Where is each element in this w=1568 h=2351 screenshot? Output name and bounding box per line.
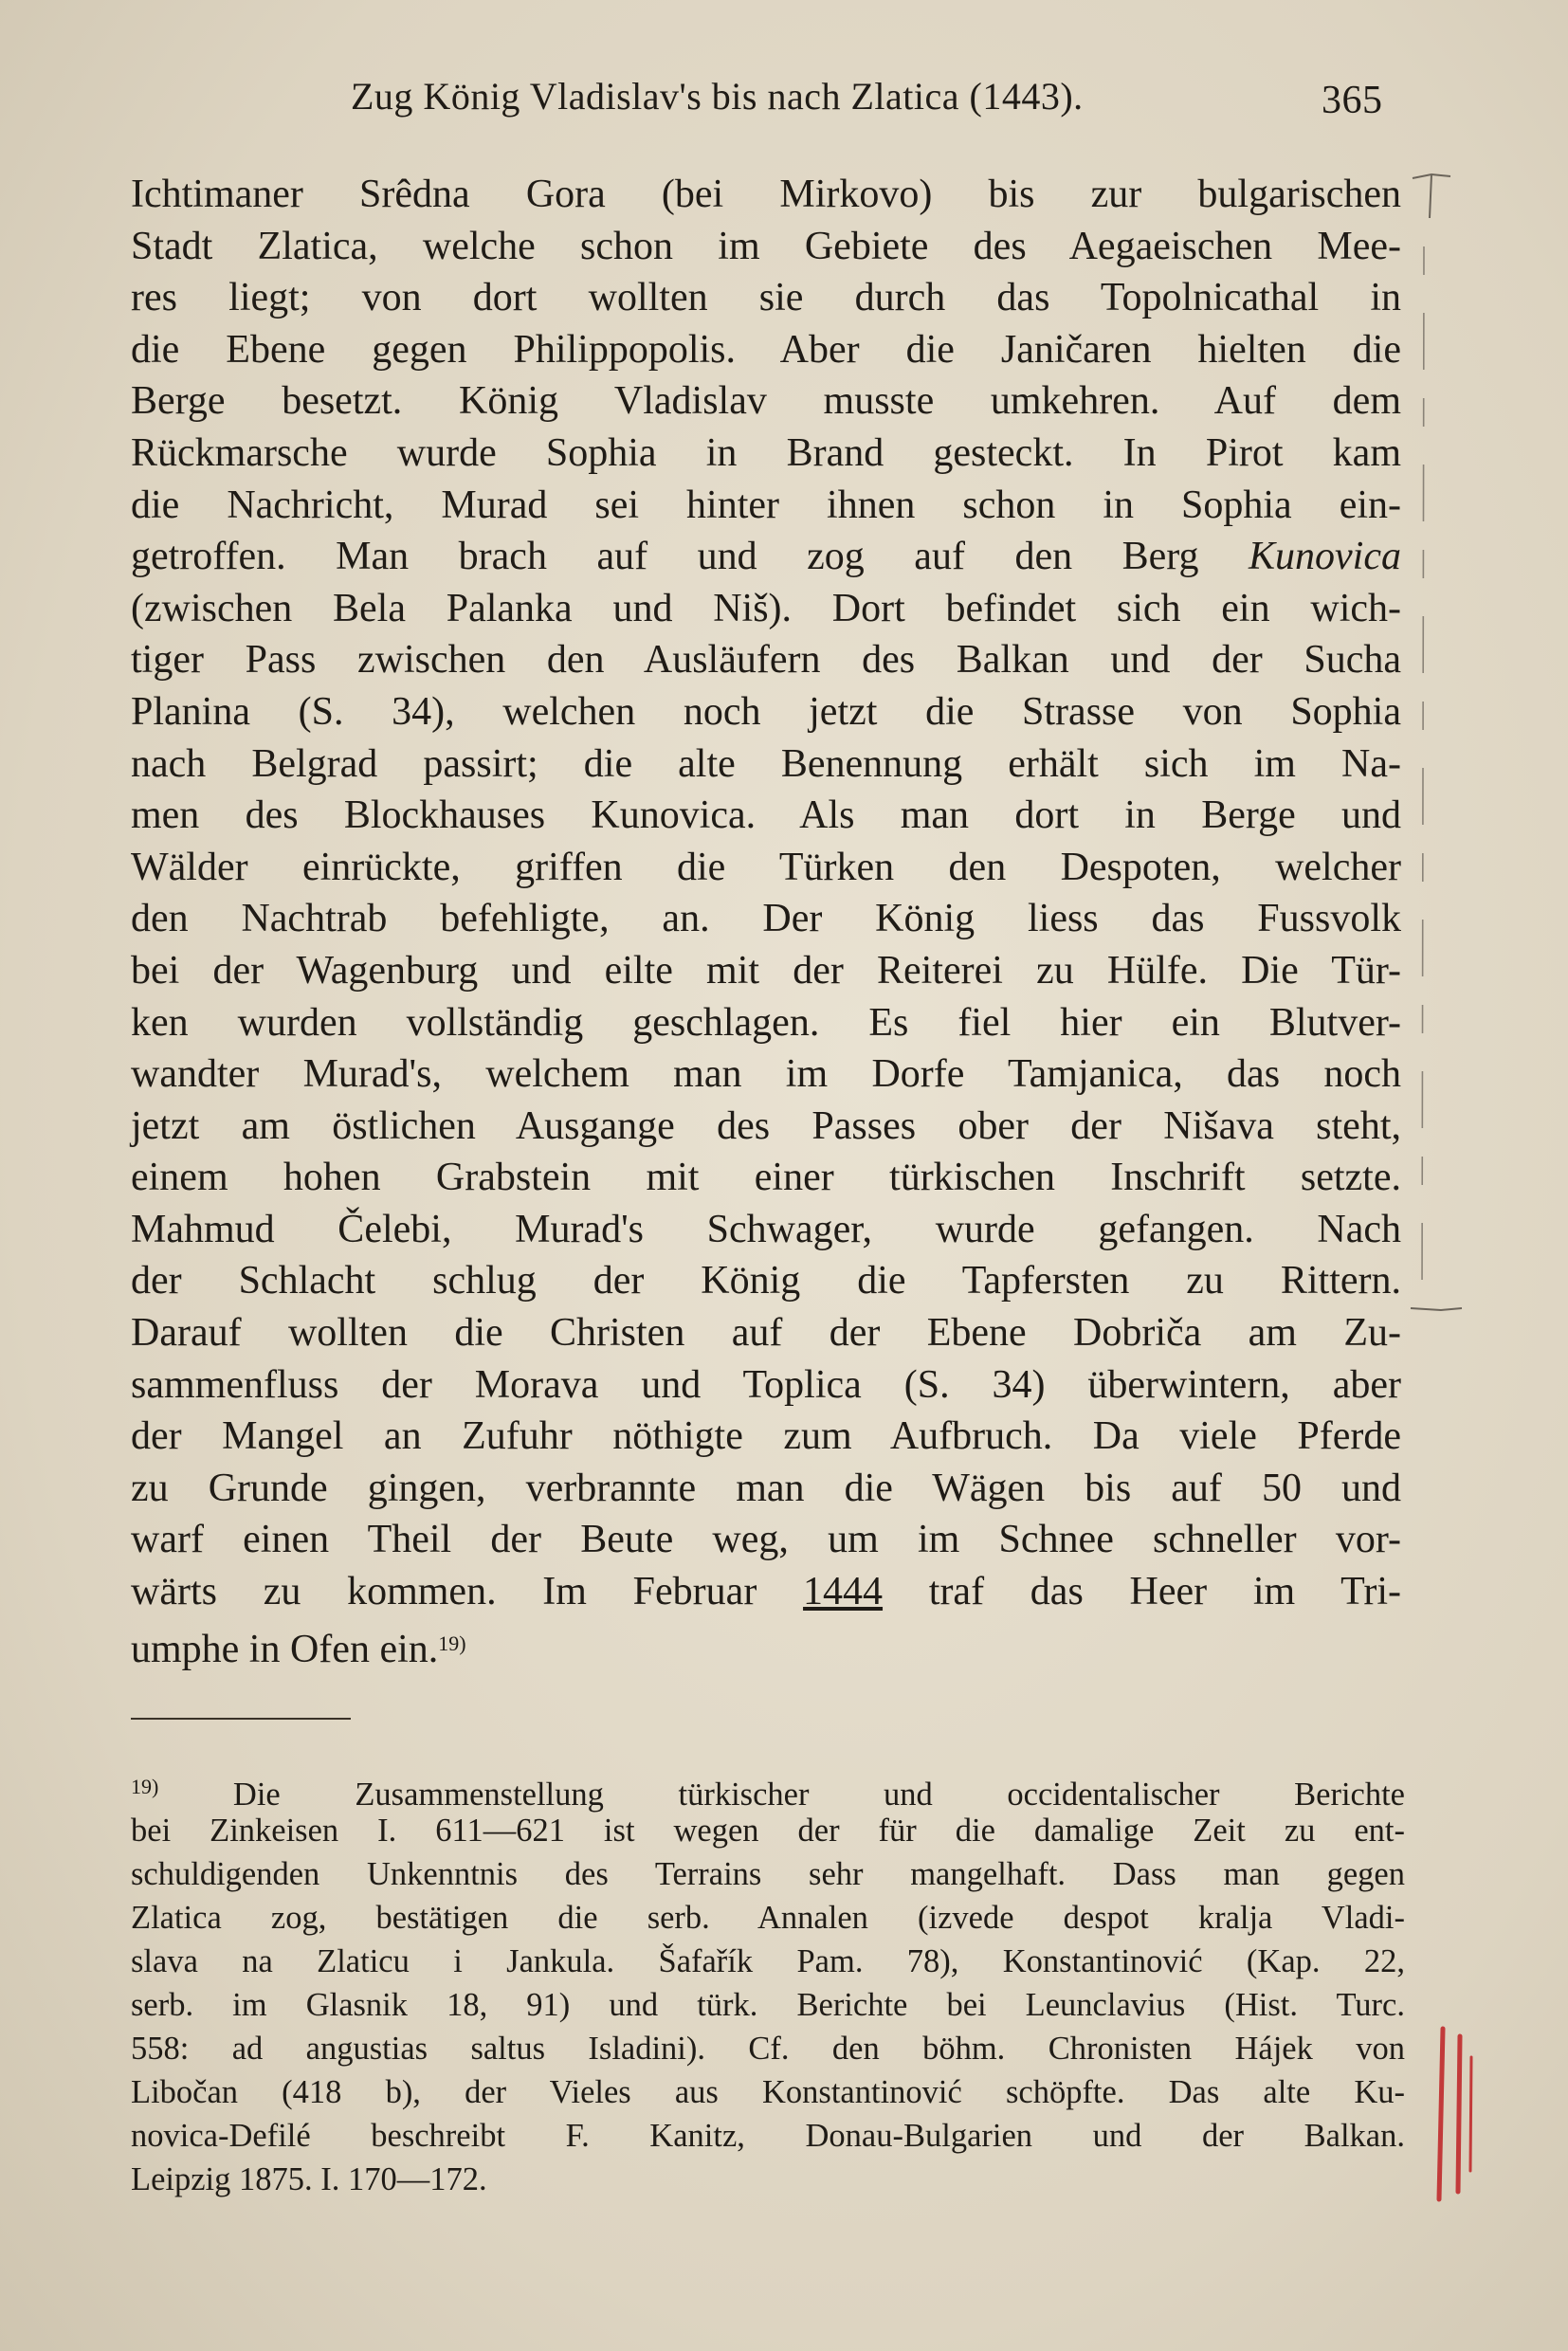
- text-line: Stadt Zlatica, welche schon im Gebiete des Aegaeischen Mee-: [131, 224, 1401, 268]
- pencil-margin-mark: [1403, 161, 1479, 1394]
- footnote: [131, 1765, 1405, 2201]
- running-title: Zug König Vladislav's bis nach Zlatica (1443).: [351, 75, 1084, 118]
- main-text: [131, 169, 1401, 1669]
- text-line-kunovica: [131, 531, 1401, 583]
- text-line: ken wurden vollständig geschlagen. Es fiel hier ein Blutver-: [131, 1000, 1401, 1045]
- text-line: Mahmud Čelebi, Murad's Schwager, wurde gefangen. Nach: [131, 1207, 1401, 1251]
- footnote-marker: 19): [131, 1775, 159, 1798]
- text-line: Wälder einrückte, griffen die Türken den Despoten, welcher: [131, 845, 1401, 889]
- text-line: bei der Wagenburg und eilte mit der Reiterei zu Hülfe. Die Tür-: [131, 948, 1401, 993]
- text-line: nach Belgrad passirt; die alte Benennung erhält sich im Na-: [131, 741, 1401, 786]
- text-line: Darauf wollten die Christen auf der Ebene Dobriča am Zu-: [131, 1311, 1401, 1356]
- footnote-line: bei Zinkeisen I. 611—621 ist wegen der für die damalige Zeit zu ent-: [131, 1813, 1405, 1849]
- text-line: den Nachtrab befehligte, an. Der König liess das Fussvolk: [131, 897, 1401, 941]
- text-line: sammenfluss der Morava und Toplica (S. 34) überwintern, aber: [131, 1362, 1401, 1407]
- text-line: Rückmarsche wurde Sophia in Brand gesteckt. In Pirot kam: [131, 430, 1401, 475]
- page-number: 365: [1322, 79, 1383, 122]
- text-line: die Ebene gegen Philippopolis. Aber die Janičaren hielten die: [131, 327, 1401, 372]
- text-line: der Schlacht schlug der König die Tapfersten zu Rittern.: [131, 1259, 1401, 1303]
- text-line-final: [131, 1618, 1401, 1670]
- text-line: jetzt am östlichen Ausgange des Passes ober der Nišava steht,: [131, 1103, 1401, 1148]
- text-line-1444: [131, 1566, 1401, 1618]
- text-line: tiger Pass zwischen den Ausläufern des Balkan und der Sucha: [131, 638, 1401, 683]
- underlined-year: 1444: [803, 1570, 884, 1614]
- footnote-line: serb. im Glasnik 18, 91) und türk. Berichte bei Leunclavius (Hist. Turc.: [131, 1987, 1405, 2023]
- text-line: res liegt; von dort wollten sie durch das Topolnicathal in: [131, 276, 1401, 320]
- text-fragment: getroffen. Man brach auf und zog auf den Berg: [131, 535, 1249, 579]
- text-line: men des Blockhauses Kunovica. Als man dort in Berge und: [131, 793, 1401, 838]
- footnote-line: novica-Defilé beschreibt F. Kanitz, Donau-Bulgarien und der Balkan.: [131, 2118, 1405, 2154]
- text-line: Ichtimaner Srêdna Gora (bei Mirkovo) bis zur bulgarischen: [131, 173, 1401, 216]
- footnote-line: Zlatica zog, bestätigen die serb. Annalen (izvede despot kralja Vladi-: [131, 1900, 1405, 1936]
- text-line: Berge besetzt. König Vladislav musste umkehren. Auf dem: [131, 379, 1401, 424]
- footnote-line: slava na Zlaticu i Jankula. Šafařík Pam. 78), Konstantinović (Kap. 22,: [131, 1943, 1405, 1979]
- text-line: (zwischen Bela Palanka und Niš). Dort befindet sich ein wich-: [131, 586, 1401, 630]
- text-line: einem hohen Grabstein mit einer türkischen Inschrift setzte.: [131, 1156, 1401, 1200]
- footnote-separator: [131, 1718, 351, 1720]
- footnote-line: schuldigenden Unkenntnis des Terrains sehr mangelhaft. Dass man gegen: [131, 1856, 1405, 1892]
- red-pencil-mark: [1422, 2019, 1479, 2209]
- footnote-line: 558: ad angustias saltus Isladini). Cf. den böhm. Chronisten Hájek von: [131, 2031, 1405, 2067]
- footnote-line: Libočan (418 b), der Vieles aus Konstantinović schöpfte. Das alte Ku-: [131, 2074, 1405, 2110]
- text-line: die Nachricht, Murad sei hinter ihnen schon in Sophia ein-: [131, 483, 1401, 527]
- text-line: warf einen Theil der Beute weg, um im Schnee schneller vor-: [131, 1518, 1401, 1562]
- footnote-reference: 19): [438, 1631, 466, 1655]
- text-fragment: umphe in Ofen ein.: [131, 1627, 439, 1671]
- footnote-text: Die Zusammenstellung türkischer und occidentalischer Berichte: [158, 1777, 1405, 1813]
- text-fragment: traf das Heer im Tri-: [883, 1570, 1401, 1614]
- footnote-line: Leipzig 1875. I. 170—172.: [131, 2161, 487, 2197]
- text-line: der Mangel an Zufuhr nöthigte zum Aufbruch. Da viele Pferde: [131, 1414, 1401, 1459]
- text-line: zu Grunde gingen, verbrannte man die Wägen bis auf 50 und: [131, 1466, 1401, 1510]
- italic-place-name: Kunovica: [1249, 535, 1401, 579]
- text-line: Planina (S. 34), welchen noch jetzt die Strasse von Sophia: [131, 689, 1401, 734]
- text-line: wandter Murad's, welchem man im Dorfe Tamjanica, das noch: [131, 1052, 1401, 1097]
- footnote-line: [131, 1765, 1405, 1813]
- text-fragment: wärts zu kommen. Im Februar: [131, 1570, 804, 1614]
